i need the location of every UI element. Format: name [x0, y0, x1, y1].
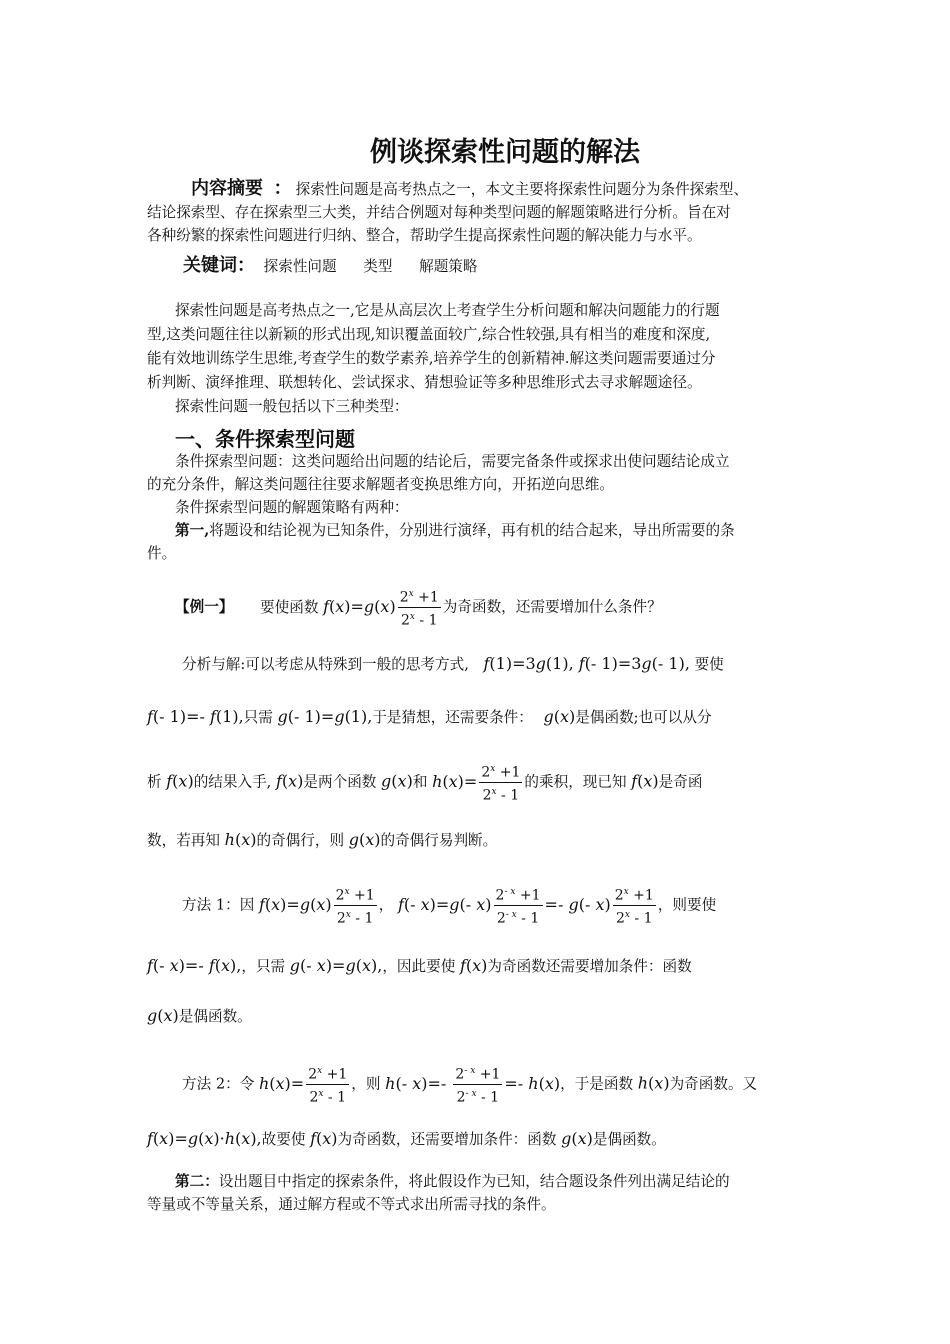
s1-p1-line2: 的充分条件，解这类问题往往要求解题者变换思维方向，开拓逆向思维。	[147, 476, 615, 493]
intro-line4: 析判断、演绎推理、联想转化、尝试探求、猜想验证等多种思维形式去寻求解题途径。	[147, 374, 702, 391]
method-text: ，只需	[241, 958, 286, 975]
formula: g(x)	[348, 830, 381, 849]
intro-line5: 探索性问题一般包括以下三种类型：	[175, 398, 409, 415]
analysis-text: 是奇函	[658, 773, 703, 791]
formula: f(- x)=- f(x),	[147, 956, 242, 975]
analysis-text: 的奇偶行，则	[256, 832, 345, 849]
intro-line1: 探索性问题是高考热点之一,它是从高层次上考查学生分析问题和解决问题能力的行题	[175, 302, 720, 319]
second-line2: 等量或不等量关系，通过解方程或不等式求出所需寻找的条件。	[147, 1196, 556, 1213]
s1-p2: 条件探索型问题的解题策略有两种：	[175, 499, 409, 516]
analysis-text: 只需	[243, 709, 273, 726]
abstract	[147, 177, 810, 247]
formula: h(x)= $\frac{2^x +1}{2^x - 1}$	[432, 772, 524, 791]
analysis-text: 于是猜想，还需要条件：	[372, 709, 533, 726]
abstract-label: 内容摘要	[191, 178, 263, 199]
second-label: 第二：	[175, 1173, 219, 1190]
example-pre: 要使函数	[260, 598, 319, 616]
formula: f(1)=3g(1), f(- 1)=3g(- 1),	[483, 654, 690, 673]
second-line1: 设出题目中指定的探索条件，将此假设作为已知，结合题设条件列出满足结论的	[218, 1173, 730, 1190]
method2-line2	[147, 1128, 827, 1149]
method-text: 故要使	[261, 1131, 306, 1148]
formula: f(x)=g(x) $\frac{2^x +1}{2^x - 1}$	[259, 895, 379, 914]
formula: f(x)=g(x)·h(x),	[147, 1129, 262, 1148]
abstract-line3: 各种纷繁的探索性问题进行归纳、整合，帮助学生提高探索性问题的解决能力与水平。	[147, 227, 702, 244]
analysis-line3	[147, 760, 827, 804]
second-strategy	[147, 1170, 810, 1216]
method2-line1	[182, 1062, 862, 1106]
analysis-text: 数，若再知	[147, 832, 220, 849]
formula: f(x)	[166, 771, 194, 791]
analysis-text: 的乘积，现已知	[524, 773, 627, 791]
formula: g(x)	[543, 707, 576, 726]
method-text: ，于是函数	[560, 1075, 634, 1093]
method-text: ，则要使	[657, 896, 717, 914]
analysis-line1	[182, 653, 862, 674]
analysis-text: 的奇偶行易判断。	[380, 832, 498, 849]
method1-line2	[147, 955, 827, 976]
formula: h(x)	[637, 1073, 670, 1093]
analysis-text: 分析与解:可以考虑从特殊到一般的思考方式,	[182, 656, 469, 673]
page-title: 例谈探索性问题的解法	[370, 137, 640, 168]
example-post: 为奇函数，还需要增加什么条件？	[442, 598, 662, 616]
method1-line3	[147, 1005, 827, 1026]
formula: h(x)= $\frac{2^x +1}{2^x - 1}$	[259, 1074, 351, 1093]
formula: f(x)=g(x) $\frac{2^x +1}{2^x - 1}$	[323, 597, 443, 616]
formula: g(- 1)=g(1),	[277, 707, 373, 726]
formula: g(- x)=g(x),	[289, 956, 383, 975]
abstract-sep: ：	[273, 178, 292, 199]
intro-paragraph	[147, 299, 810, 419]
keywords	[183, 251, 863, 277]
example-one	[175, 585, 855, 629]
formula: f(x)	[631, 771, 659, 791]
formula: g(x)	[381, 771, 413, 791]
formula: f(x)	[275, 771, 304, 791]
formula: f(- x)=g(- x) $\frac{2^{- x} +1}{2^{- x} - 1}$ =- g(- x) $\frac{2^x +1}{2^x - 1}$	[398, 895, 658, 914]
keyword-item: 类型	[363, 258, 393, 275]
analysis-text: 要使	[694, 656, 724, 673]
method-text: 为奇函数。又	[669, 1075, 758, 1093]
method-text: 是偶函数。	[592, 1131, 666, 1148]
formula: f(- 1)=- f(1),	[147, 707, 244, 726]
formula: g(x)	[561, 1129, 593, 1148]
method1-line1	[182, 883, 862, 927]
keyword-item: 探索性问题	[263, 258, 337, 275]
method-text: 为奇函数，还需要增加条件：函数	[337, 1131, 557, 1148]
analysis-text: 是偶函数;也可以从分	[575, 709, 712, 726]
intro-line3: 能有效地训练学生思维,考查学生的数学素养,培养学生的创新精神.解这类问题需要通过分	[147, 350, 716, 367]
abstract-line2: 结论探索型、存在探索型三大类，并结合例题对每种类型问题的解题策略进行分析。旨在对	[147, 204, 731, 221]
first-line2: 件。	[147, 545, 177, 562]
method-text: ，因此要使	[382, 958, 456, 975]
method-text: 是偶函数。	[178, 1008, 252, 1025]
method-text: 为奇函数还需要增加条件：函数	[487, 958, 692, 975]
example-label: 【例一】	[175, 598, 234, 616]
intro-line2: 型,这类问题往往以新颖的形式出现,知识覆盖面较广,综合性较强,具有相当的难度和深度,	[147, 326, 711, 343]
formula: f(x)	[310, 1129, 338, 1148]
analysis-text: 和	[412, 773, 428, 791]
analysis-line4	[147, 829, 827, 850]
formula: f(x)	[459, 956, 488, 975]
formula: g(x)	[147, 1006, 179, 1025]
section-heading: 一、条件探索型问题	[175, 427, 355, 451]
keywords-label: 关键词：	[183, 255, 255, 276]
first-label: 第一,	[175, 522, 210, 539]
section1-paragraph	[147, 450, 810, 565]
analysis-text: 析	[147, 773, 162, 791]
formula: h(x)	[224, 830, 257, 849]
method-text: ，	[378, 896, 394, 914]
method-text: 方法 2：令	[182, 1075, 255, 1093]
analysis-line2	[147, 706, 827, 727]
keyword-item: 解题策略	[419, 258, 478, 275]
method-text: ，则	[351, 1075, 381, 1093]
analysis-text: 是两个函数	[303, 773, 377, 791]
abstract-line1: 探索性问题是高考热点之一，本文主要将探索性问题分为条件探索型、	[295, 181, 749, 198]
analysis-text: 的结果入手,	[193, 773, 272, 791]
method-text: 方法 1：因	[182, 896, 255, 914]
formula: h(- x)=- $\frac{2^{- x} +1}{2^{- x} - 1}$ =- h(x)	[385, 1074, 560, 1093]
s1-p1-line1: 条件探索型问题：这类问题给出问题的结论后，需要完备条件或探求出使问题结论成立	[175, 453, 730, 470]
first-line1: 将题设和结论视为已知条件，分别进行演绎，再有机的结合起来，导出所需要的条	[209, 522, 735, 539]
